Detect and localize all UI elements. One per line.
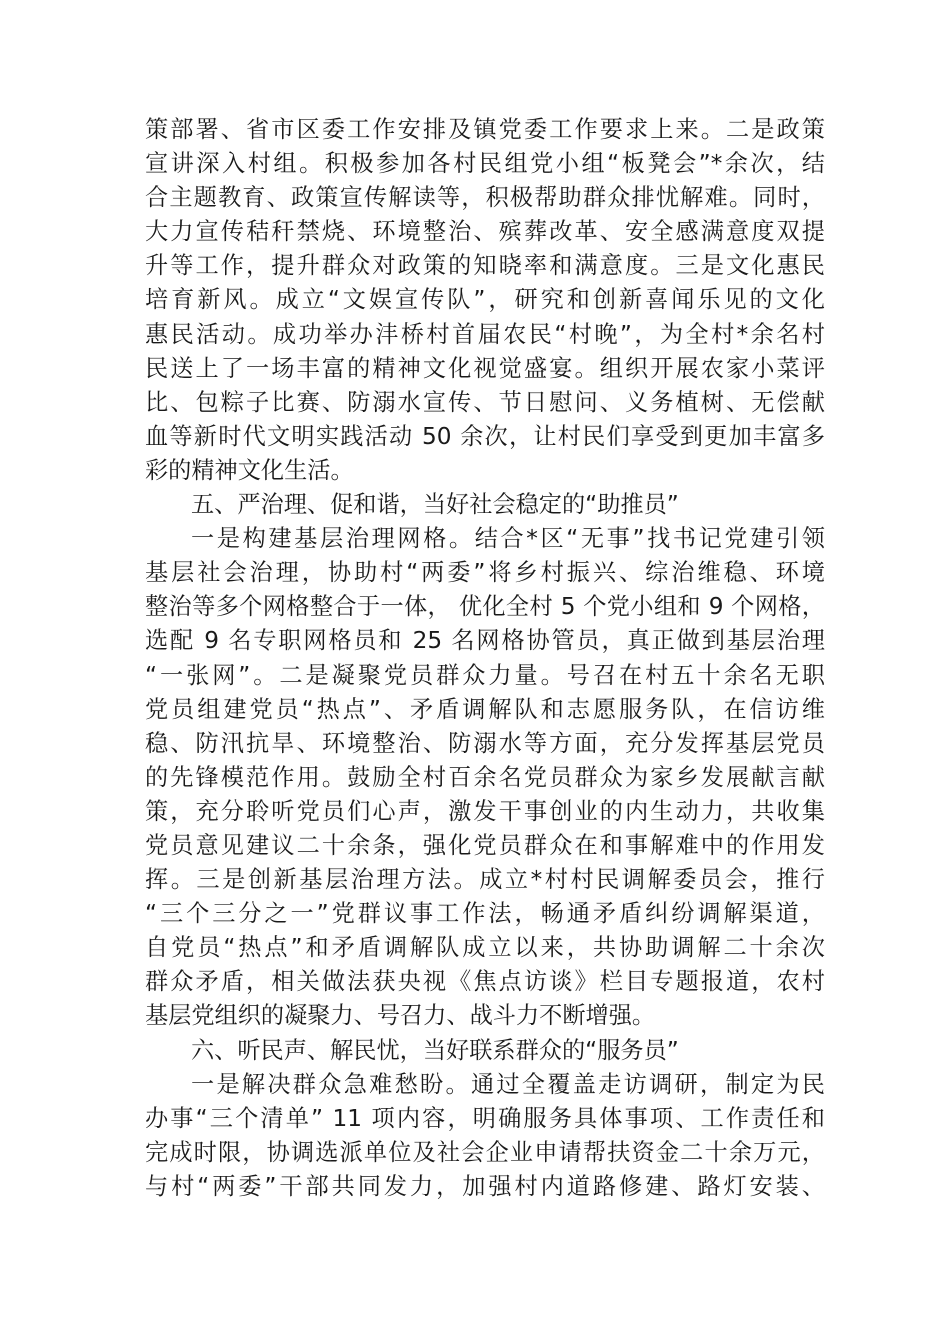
text-line: 策，充分聆听党员们心声，激发干事创业的内生动力，共收集 [145,797,825,825]
section-heading-5: 五、严治理、促和谐，当好社会稳定的“助推员” [191,491,679,519]
text-line: 自党员“热点”和矛盾调解队成立以来，共协助调解二十余次 [145,934,825,962]
text-line: 宣讲深入村组。积极参加各村民组党小组“板凳会”*余次，结 [145,150,825,178]
text-line: “三个三分之一”党群议事工作法，畅通矛盾纠纷调解渠道， [145,900,825,928]
text-line: 完成时限，协调选派单位及社会企业申请帮扶资金二十余万元， [145,1138,825,1166]
text-line: 的先锋模范作用。鼓励全村百余名党员群众为家乡发展献言献 [145,763,825,791]
section-heading-6: 六、听民声、解民忧，当好联系群众的“服务员” [191,1036,679,1064]
text-line: 血等新时代文明实践活动 50 余次，让村民们享受到更加丰富多 [145,422,825,450]
text-line: 选配 9 名专职网格员和 25 名网格协管员，真正做到基层治理 [145,627,825,655]
text-line: “一张网”。二是凝聚党员群众力量。号召在村五十余名无职 [145,661,825,689]
text-line: 整治等多个网格整合于一体， 优化全村 5 个党小组和 9 个网格， [145,593,825,621]
text-line: 基层社会治理，协助村“两委”将乡村振兴、综治维稳、环境 [145,559,825,587]
text-line: 与村“两委”干部共同发力，加强村内道路修建、路灯安装、 [145,1172,825,1200]
text-line: 合主题教育、政策宣传解读等，积极帮助群众排忧解难。同时， [145,184,825,212]
paragraph-first-line: 一是解决群众急难愁盼。通过全覆盖走访调研，制定为民 [191,1070,825,1098]
paragraph-last-line: 彩的精神文化生活。 [145,456,354,484]
text-line: 惠民活动。成功举办沣桥村首届农民“村晚”，为全村*余名村 [145,320,825,348]
text-line: 党员意见建议二十余条，强化党员群众在和事解难中的作用发 [145,831,825,859]
paragraph-first-line: 一是构建基层治理网格。结合*区“无事”找书记党建引领 [191,525,825,553]
text-line: 党员组建党员“热点”、矛盾调解队和志愿服务队，在信访维 [145,695,825,723]
text-line: 稳、防汛抗旱、环境整治、防溺水等方面，充分发挥基层党员 [145,729,825,757]
text-line: 办事“三个清单” 11 项内容，明确服务具体事项、工作责任和 [145,1104,825,1132]
text-line: 升等工作，提升群众对政策的知晓率和满意度。三是文化惠民 [145,252,825,280]
text-line: 民送上了一场丰富的精神文化视觉盛宴。组织开展农家小菜评 [145,354,825,382]
text-line: 培育新风。成立“文娱宣传队”，研究和创新喜闻乐见的文化 [145,286,825,314]
text-line: 策部署、省市区委工作安排及镇党委工作要求上来。二是政策 [145,116,825,143]
text-line: 群众矛盾，相关做法获央视《焦点访谈》栏目专题报道，农村 [145,968,825,996]
text-line: 比、包粽子比赛、防溺水宣传、节日慰问、义务植树、无偿献 [145,388,825,416]
paragraph-last-line: 基层党组织的凝聚力、号召力、战斗力不断增强。 [145,1002,656,1030]
text-line: 大力宣传秸秆禁烧、环境整治、殡葬改革、安全感满意度双提 [145,218,825,246]
body-text [145,113,825,1204]
text-line: 挥。三是创新基层治理方法。成立*村村民调解委员会，推行 [145,866,825,894]
